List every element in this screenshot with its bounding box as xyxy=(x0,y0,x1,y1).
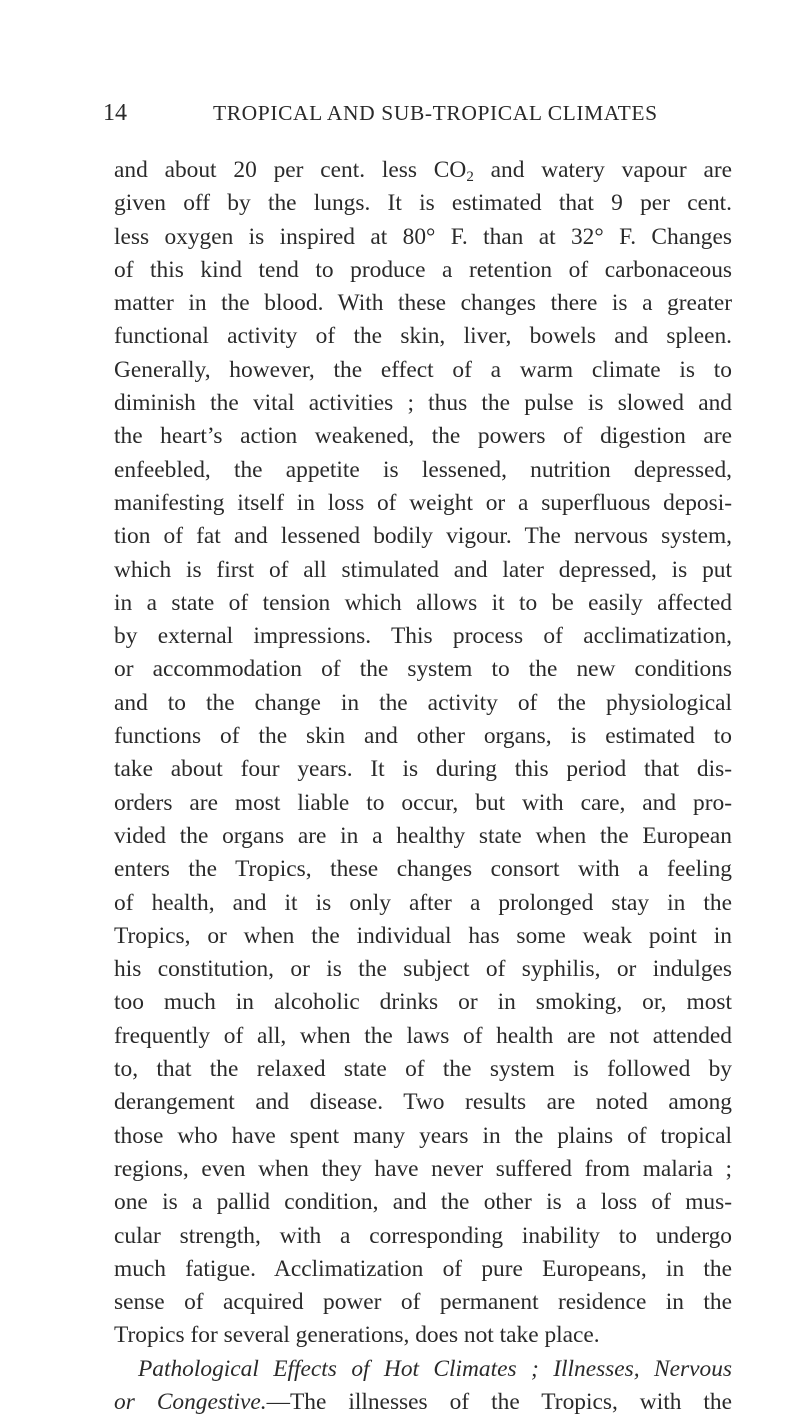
text-line: diminish the vital activities ; thus the pulse is slowed and xyxy=(114,390,732,417)
text-line: and to the change in the activity of the physiological xyxy=(114,689,732,716)
text-line: sense of acquired power of permanent residence in the xyxy=(114,1289,732,1316)
text-fragment: and about 20 per cent. less CO xyxy=(114,157,467,183)
text-line: of this kind tend to produce a retention of carbonaceous xyxy=(114,256,732,283)
text-line: given off by the lungs. It is estimated that 9 per cent. xyxy=(114,190,732,217)
text-line: the heart’s action weakened, the powers of digestion are xyxy=(114,423,732,450)
text-line: those who have spent many years in the plains of tropical xyxy=(114,1122,732,1149)
text-line: enters the Tropics, these changes consort with a feeling xyxy=(114,856,732,883)
text-line: or accommodation of the system to the new conditions xyxy=(114,656,732,683)
text-line: functions of the skin and other organs, is estimated to xyxy=(114,723,732,750)
section-heading: Pathological Effects of Hot Climates ; Illnesses, Nervous xyxy=(138,1355,732,1382)
text-line: one is a pallid condition, and the other is a loss of mus- xyxy=(114,1189,732,1216)
page-header xyxy=(103,100,723,134)
text-line xyxy=(114,154,732,187)
text-line: by external impressions. This process of acclimatization, xyxy=(114,623,732,650)
text-line: in a state of tension which allows it to be easily affected xyxy=(114,589,732,616)
text-line: derangement and disease. Two results are noted among xyxy=(114,1089,732,1116)
text-line: which is first of all stimulated and later depressed, is put xyxy=(114,556,732,583)
text-line: functional activity of the skin, liver, bowels and spleen. xyxy=(114,323,732,350)
text-line: enfeebled, the appetite is lessened, nutrition depressed, xyxy=(114,456,732,483)
text-line: vided the organs are in a healthy state when the European xyxy=(114,822,732,849)
text-fragment: and watery vapour are xyxy=(473,157,733,183)
text-line: orders are most liable to occur, but with care, and pro- xyxy=(114,789,732,816)
text-line: his constitution, or is the subject of syphilis, or indulges xyxy=(114,956,732,983)
section-heading-continued: or Congestive. xyxy=(114,1388,267,1415)
text-line: of health, and it is only after a prolonged stay in the xyxy=(114,889,732,916)
text-line: Tropics, or when the individual has some weak point in xyxy=(114,922,732,949)
text-line: to, that the relaxed state of the system is followed by xyxy=(114,1056,732,1083)
text-line: manifesting itself in loss of weight or a superfluous deposi- xyxy=(114,489,732,516)
text-line: too much in alcoholic drinks or in smoking, or, most xyxy=(114,989,732,1016)
text-line: tion of fat and lessened bodily vigour. The nervous system, xyxy=(114,523,732,550)
body-text xyxy=(114,154,732,1419)
subscript: 2 xyxy=(466,169,474,185)
page-number: 14 xyxy=(103,100,127,126)
text-line xyxy=(114,1386,732,1419)
text-line: take about four years. It is during this period that dis- xyxy=(114,756,732,783)
text-line: frequently of all, when the laws of health are not attended xyxy=(114,1022,732,1049)
text-line: less oxygen is inspired at 80° F. than at 32° F. Changes xyxy=(114,223,732,250)
text-line: much fatigue. Acclimatization of pure Europeans, in the xyxy=(114,1255,732,1282)
text-line: matter in the blood. With these changes there is a greater xyxy=(114,290,732,317)
text-line: Generally, however, the effect of a warm climate is to xyxy=(114,356,732,383)
running-head: TROPICAL AND SUB-TROPICAL CLIMATES xyxy=(213,101,658,125)
text-line: cular strength, with a corresponding inability to undergo xyxy=(114,1222,732,1249)
section-heading-line xyxy=(114,1353,732,1386)
text-line: Tropics for several generations, does not take place. xyxy=(114,1322,600,1349)
text-fragment: —The illnesses of the Tropics, with the xyxy=(266,1388,732,1415)
text-line: regions, even when they have never suffered from malaria ; xyxy=(114,1155,732,1182)
